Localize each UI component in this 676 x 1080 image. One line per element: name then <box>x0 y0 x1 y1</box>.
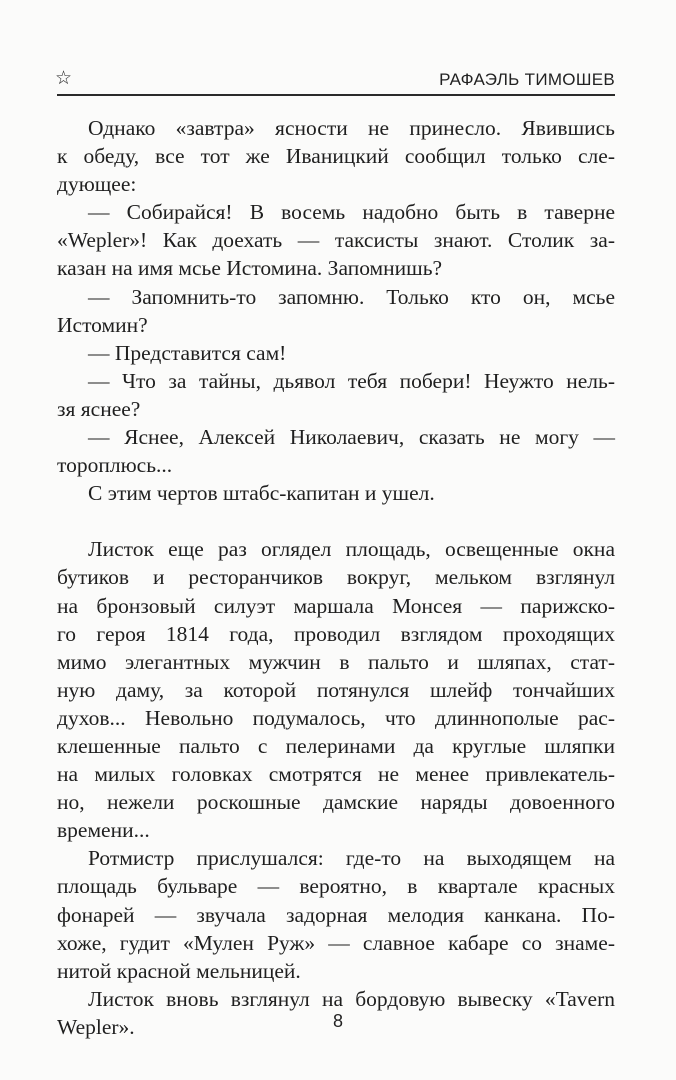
text-line: бутиков и ресторанчиков вокруг, мельком взглянул <box>57 565 615 590</box>
text-line: — Что за тайны, дьявол тебя побери! Неужто нель- <box>88 368 615 393</box>
running-header <box>57 66 615 96</box>
text-line: зя яснее? <box>57 396 141 421</box>
text-line: — Яснее, Алексей Николаевич, сказать не могу — <box>88 425 615 450</box>
text-line: времени... <box>57 818 150 843</box>
text-line: на милых головках смотрятся не менее привлекатель- <box>57 762 615 787</box>
text-line: казан на имя мсье Истомина. Запомнишь? <box>57 256 443 281</box>
text-line: площадь бульваре — вероятно, в квартале красных <box>57 874 615 899</box>
paragraph <box>57 423 615 479</box>
text-line: мимо элегантных мужчин в пальто и шляпах, стат- <box>57 649 615 674</box>
page-number: 8 <box>332 1011 343 1031</box>
text-line: — Представится сам! <box>88 340 287 365</box>
text-line: фонарей — звучала задорная мелодия канкана. По- <box>57 902 615 927</box>
paragraph <box>57 198 615 282</box>
text-line: ную даму, за которой потянулся шлейф тончайших <box>57 677 615 702</box>
text-line: дующее: <box>57 172 137 197</box>
text-line: к обеду, все тот же Иваницкий сообщил только сле- <box>57 144 615 169</box>
text-line: «Wepler»! Как доехать — таксисты знают. Столик за- <box>57 228 615 253</box>
text-line: нитой красной мельницей. <box>57 958 301 983</box>
paragraph <box>57 535 615 844</box>
text-line: Листок вновь взглянул на бордовую вывеску «Tavern <box>88 986 615 1011</box>
text-line: — Собирайся! В восемь надобно быть в таверне <box>88 200 615 225</box>
text-line: го героя 1814 года, проводил взглядом проходящих <box>57 621 615 646</box>
star-outline-icon: ☆ <box>55 67 73 89</box>
text-line: Ротмистр прислушался: где-то на выходящем на <box>88 846 615 871</box>
running-title: РАФАЭЛЬ ТИМОШЕВ <box>439 70 615 89</box>
text-line: но, нежели роскошные дамские наряды довоенного <box>57 790 615 815</box>
paragraph <box>57 479 615 507</box>
text-line: Листок еще раз оглядел площадь, освещенные окна <box>88 537 615 562</box>
text-line: Истомин? <box>57 312 148 337</box>
paragraph <box>57 844 615 984</box>
page-body <box>57 114 615 1041</box>
paragraph <box>57 114 615 198</box>
paragraph <box>57 339 615 367</box>
text-line: Wepler». <box>57 1014 135 1039</box>
text-line: С этим чертов штабс-капитан и ушел. <box>88 481 435 506</box>
text-line: Однако «завтра» ясности не принесло. Явившись <box>88 116 615 140</box>
paragraph <box>57 283 615 339</box>
text-line: тороплюсь... <box>57 453 173 478</box>
text-line: на бронзовый силуэт маршала Монсея — парижско- <box>57 593 615 618</box>
paragraph <box>57 367 615 423</box>
text-line: клешенные пальто с пелеринами да круглые шляпки <box>57 733 615 758</box>
text-line: духов... Невольно подумалось, что длиннополые рас- <box>57 705 615 730</box>
text-line: хоже, гудит «Мулен Руж» — славное кабаре со знаме- <box>57 930 615 955</box>
text-line: — Запомнить-то запомню. Только кто он, мсье <box>88 284 615 309</box>
